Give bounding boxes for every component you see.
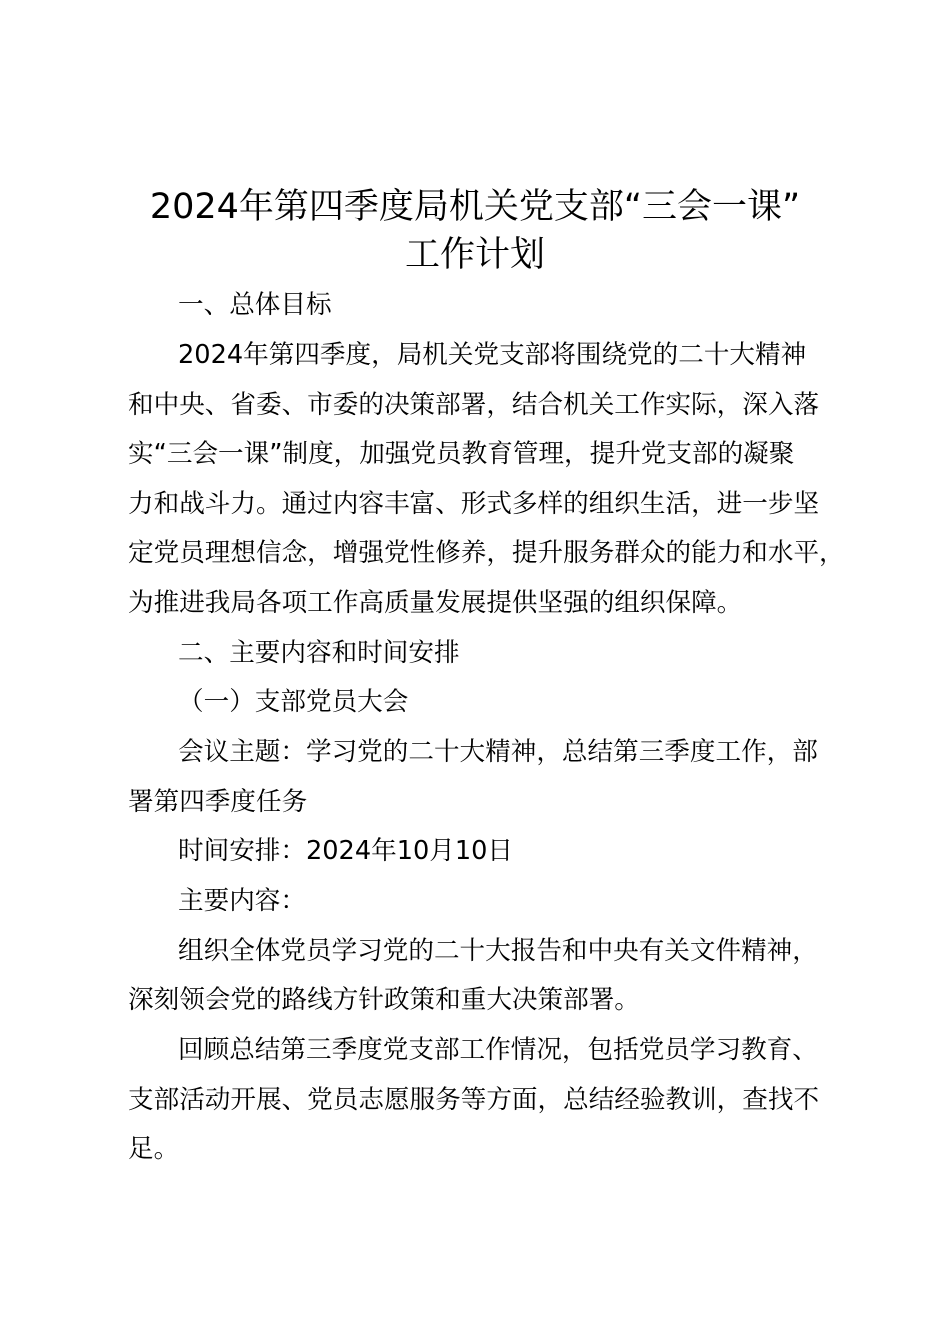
paragraph-line: 足。 <box>128 1134 180 1164</box>
paragraph-line: 实“三会一课”制度，加强党员教育管理，提升党支部的凝聚 <box>128 439 795 469</box>
paragraph-line: 深刻领会党的路线方针政策和重大决策部署。 <box>128 985 640 1015</box>
document-title-line-1: 2024年第四季度局机关党支部“三会一课” <box>149 187 801 227</box>
document-title-line-2: 工作计划 <box>404 235 545 275</box>
content-label: 主要内容： <box>178 886 306 916</box>
paragraph-line: 支部活动开展、党员志愿服务等方面，总结经验教训，查找不 <box>128 1085 820 1115</box>
schedule-line: 时间安排：2024年10月10日 <box>178 836 514 866</box>
paragraph-line: 为推进我局各项工作高质量发展提供坚强的组织保障。 <box>128 588 743 618</box>
section-heading-content-schedule: 二、主要内容和时间安排 <box>178 638 460 668</box>
paragraph-line: 署第四季度任务 <box>128 787 308 817</box>
paragraph-line: 组织全体党员学习党的二十大报告和中央有关文件精神， <box>178 936 818 966</box>
paragraph-line: 2024年第四季度，局机关党支部将围绕党的二十大精神 <box>178 340 807 370</box>
paragraph-line: 和中央、省委、市委的决策部署，结合机关工作实际，深入落 <box>128 390 820 420</box>
paragraph-line: 回顾总结第三季度党支部工作情况，包括党员学习教育、 <box>178 1035 818 1065</box>
section-heading-overall-goal: 一、总体目标 <box>178 290 332 320</box>
paragraph-line: 定党员理想信念，增强党性修养，提升服务群众的能力和水平， <box>128 538 845 568</box>
paragraph-line: 力和战斗力。通过内容丰富、形式多样的组织生活，进一步坚 <box>128 489 820 519</box>
paragraph-line: 会议主题：学习党的二十大精神，总结第三季度工作，部 <box>178 737 818 767</box>
subsection-heading-member-meeting: （一）支部党员大会 <box>178 687 409 717</box>
